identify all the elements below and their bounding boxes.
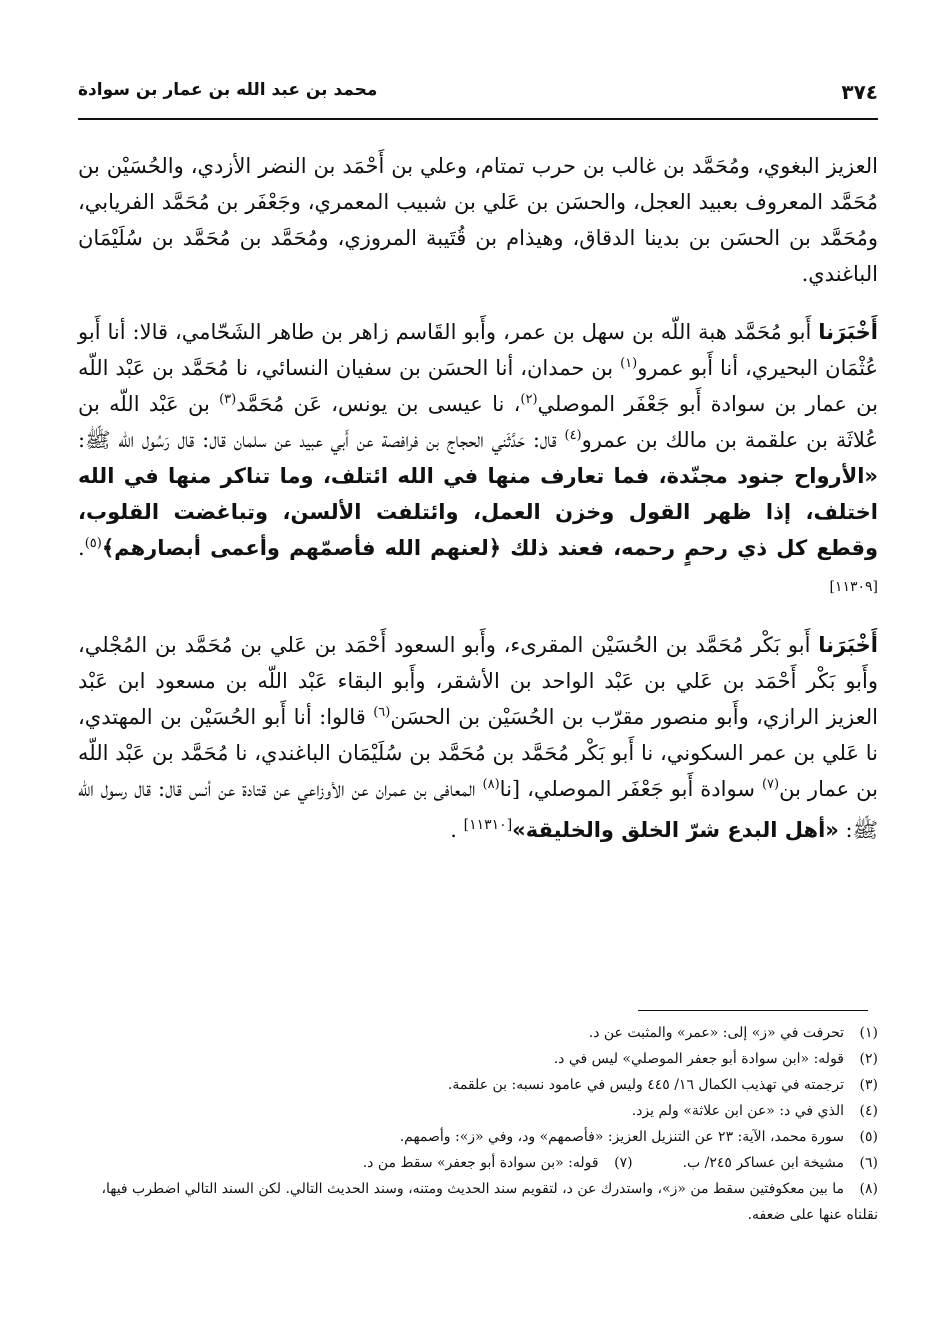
paragraph-text: العزيز البغوي، ومُحَمَّد بن غالب بن حرب تمتام، وعلي بن أَحْمَد بن النضر الأزدي، والحُسَيْن بن مُحَمَّد المعروف بعبيد العجل، والحسَن بن عَلي بن شبيب المعمري، وجَعْفَر بن مُحَمَّد الفريابي، ومُحَمَّد بن الحسَن بن بدينا الدقاق، وهيذام بن قُتَيبة المروزي، ومُحَمَّد بن مُحَمَّد بن سُلَيْمَان الباغندي. <box>78 154 878 286</box>
footnote-6-7 <box>78 1150 878 1176</box>
footnote-text: قوله: «بن سوادة أبو جعفر» سقط من د. <box>362 1155 599 1171</box>
footnote-marker[interactable]: (٣) <box>219 392 237 407</box>
isnad-text: بن حمدان، أنا الحسَن بن سفيان النسائي، نا مُحَمَّد بن عَبْد اللّه بن عمار بن سوادة أَبو جَعْفَر الموصلي <box>78 356 878 416</box>
paragraph-lead: أَخْبَرَنا <box>818 320 878 344</box>
footnote-1 <box>78 1020 878 1046</box>
footnote-2 <box>78 1046 878 1072</box>
footnote-8 <box>78 1176 878 1228</box>
footnote-marker[interactable]: (١) <box>620 356 638 371</box>
footnote-text: سورة محمد، الآية: ٢٣ عن التنزيل العزيز: «فأصمهم» ود، وفي «ز»: وأصمهم. <box>399 1129 844 1145</box>
isnad-text: أَبو مُحَمَّد هبة اللّه بن سهل بن عمر، وأَبو القَاسم زاهر بن طاهر الشَحّامي، قالا: أنا أَبو عُثْمَان البحيري، أنا أَبو عمرو <box>78 320 878 380</box>
footnote-marker[interactable]: (٥) <box>84 536 102 551</box>
page-number: ٣٧٤ <box>841 80 878 104</box>
footnote-number: (٨) <box>859 1181 878 1197</box>
footnote-text: ترجمته في تهذيب الكمال ١٦/ ٤٤٥ وليس في عامود نسبه: بن علقمة. <box>447 1077 844 1093</box>
footnote-marker[interactable]: (٢) <box>520 392 538 407</box>
isnad-text: بن عَبْد اللّه بن عُلاثَة بن علقمة بن مالك بن عمرو <box>78 392 878 452</box>
footnote-number: (٣) <box>859 1077 878 1093</box>
footnote-marker[interactable]: (٤) <box>564 428 582 443</box>
isnad-text: سوادة أَبو جَعْفَر الموصلي، [نا <box>499 777 762 801</box>
footnote-text: مشيخة ابن عساكر ٢٤٥/ ب. <box>682 1155 844 1171</box>
isnad-text: ، نا عيسى بن يونس، عَن مُحَمَّد <box>236 392 521 416</box>
footnote-rule <box>638 1010 868 1011</box>
footnote-3 <box>78 1072 878 1098</box>
footnote-4 <box>78 1098 878 1124</box>
footnote-number: (٤) <box>859 1103 878 1119</box>
footnote-number: (٢) <box>859 1051 878 1067</box>
footnote-marker[interactable]: (٦) <box>373 705 391 720</box>
footnote-marker[interactable]: (٨) <box>482 777 500 792</box>
footnote-text: قوله: «ابن سوادة أبو جعفر الموصلي» ليس في د. <box>553 1051 844 1067</box>
footnotes <box>78 1020 878 1228</box>
footnote-number: (٧) <box>614 1155 633 1171</box>
footnote-text: الذي في د: «عن ابن علاثة» ولم يزد. <box>631 1103 844 1119</box>
header-rule <box>78 118 878 120</box>
hadith-number: [١١٣٠٩] <box>829 579 878 595</box>
hadith-number: [١١٣١٠] <box>463 817 513 833</box>
footnote-text: تحرفت في «ز» إلى: «عمر» والمثبت عن د. <box>588 1025 844 1041</box>
hadith-text: «الأرواح جنود مجنّدة، فما تعارف منها في الله ائتلف، وما تناكر منها في الله اختلف، إذا ظهر القول وخزن العمل، وائتلفت الألسن، وتباغضت القلوب، وقطع كل ذي رحمٍ رحمه، فعند ذلك ﴿لعنهم الله فأصمّهم وأعمى أبصارهم﴾ <box>78 464 878 560</box>
footnote-text: ما بين معكوفتين سقط من «ز»، واستدرك عن د، لتقويم سند الحديث ومتنه، وسند الحديث التالي. لكن السند التالي اضطرب فيها، نقلناه عنها على ضعفه. <box>101 1181 878 1223</box>
paragraph-3 <box>78 627 878 848</box>
sentence-end: . <box>78 536 85 560</box>
footnote-number: (٥) <box>859 1129 878 1145</box>
running-title: محمد بن عبد الله بن عمار بن سوادة <box>78 80 378 100</box>
isnad-text: أَبو بَكْر مُحَمَّد بن الحُسَيْن المقرىء، وأَبو السعود أَحْمَد بن عَلي بن مُحَمَّد بن المُجْلي، وأَبو بَكْر أَحْمَد بن عَلي بن عَبْد الواحد بن الأشقر، وأَبو البقاء عَبْد اللّه بن مسعود ابن عَبْد العزيز الرازي، وأَبو منصور مقرّب بن الحُسَيْن بن الحسَن <box>78 633 878 729</box>
paragraph-lead: أَخْبَرَنا <box>818 633 878 657</box>
isnad-text: قال: حَدَّثَني الحجاج بن فرافصة عن أَبي عبيد عن سلمان قال: قال رَسُول الله ﷺ: <box>78 428 565 452</box>
isnad-text: المعافى بن عمران عن الأوزاعي عن قتادة عن أنس قال: قال رسول الله ﷺ: <box>78 777 878 842</box>
body-text <box>78 148 878 870</box>
footnote-5 <box>78 1124 878 1150</box>
footnote-marker[interactable]: (٧) <box>761 777 780 792</box>
footnote-number: (١) <box>859 1025 878 1041</box>
sentence-end: . <box>450 818 457 842</box>
paragraph-2 <box>78 314 878 605</box>
footnote-number: (٦) <box>859 1155 878 1171</box>
hadith-text: «أهل البدع شرّ الخلق والخليقة» <box>512 818 839 842</box>
page-header <box>78 80 878 120</box>
isnad-text: قالوا: أنا أَبو الحُسَيْن بن المهتدي، نا عَلي بن عمر السكوني، نا أَبو بَكْر مُحَمَّد بن مُحَمَّد بن سُلَيْمَان الباغندي، نا مُحَمَّد بن عَبْد اللّه بن عمار بن <box>78 705 878 801</box>
paragraph-1 <box>78 148 878 292</box>
